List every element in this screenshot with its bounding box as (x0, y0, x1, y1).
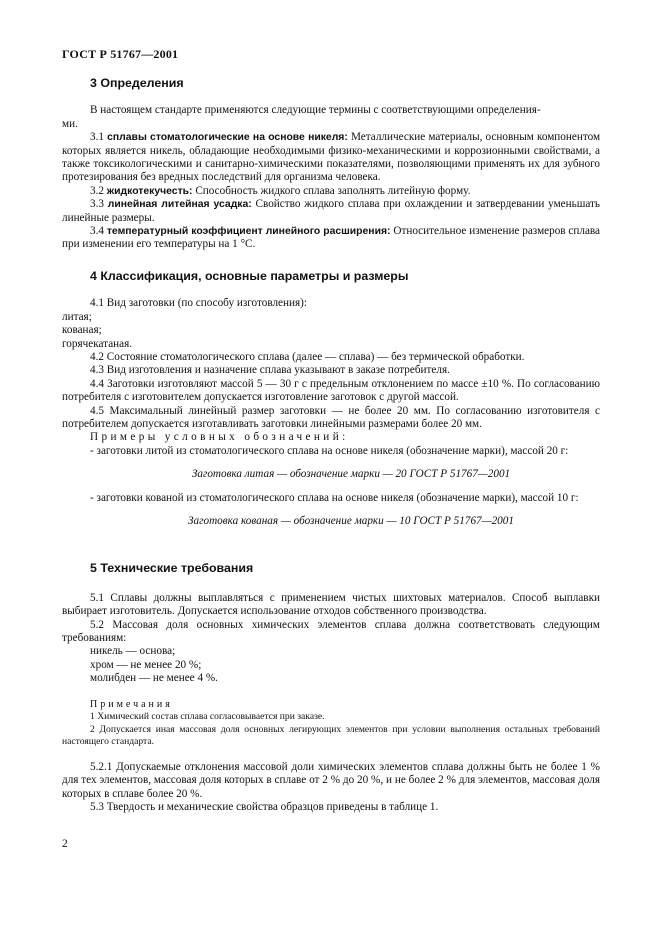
paragraph-4-5: 4.5 Максимальный линейный размер заготовки — не более 20 мм. По согласованию изготовителя с потребителем допускается изготавливать заготовки линейными размерами более 20 мм. (62, 404, 600, 430)
examples-title: Примеры условных обозначений: (90, 431, 349, 444)
definition-3-1: 3.1 сплавы стоматологические на основе никеля: Металлические материалы, основным компонентом которых является никель, обладающие необходимыми физико-механическими и коррозионными свойствами, а также токсикологическими и санитарно-химическими показателями, позволяющими применять их для зубного протезирования без вредных последствий для организма человека. (62, 131, 601, 184)
composition-nickel: никель — основа; (90, 645, 176, 658)
composition-chromium: хром — не менее 20 %; (90, 658, 202, 671)
composition-molybdenum: молибден — не менее 4 %. (90, 672, 218, 685)
term-fluidity: жидкотекучесть: (106, 185, 193, 197)
blank-type-hot-rolled: горячекатаная. (62, 337, 133, 350)
blank-type-cast: литая; (62, 310, 92, 323)
paragraph-5-2: 5.2 Массовая доля основных химических элементов сплава должна соответствовать следующим требованиям: (62, 618, 600, 644)
definition-3-3: 3.3 линейная литейная усадка: Свойство жидкого сплава при охлаждении и затвердевании уменьшать линейные размеры. (62, 198, 600, 224)
section-3-title: 3 Определения (90, 76, 184, 90)
note-2: 2 Допускается иная массовая доля основных легирующих элементов при условии выполнения остальных требований настоящего стандарта. (62, 723, 600, 748)
term-linear-shrinkage: линейная литейная усадка: (107, 199, 252, 211)
document-body (62, 60, 600, 814)
paragraph-4-3: 4.3 Вид изготовления и назначение сплава указывают в заказе потребителя. (90, 364, 450, 377)
note-1: 1 Химический состав сплава согласовывается при заказе. (90, 711, 325, 723)
section-3-intro: В настоящем стандарте применяются следующие термины с соответствующими определения- ми. (62, 104, 541, 130)
term-thermal-expansion: температурный коэффициент линейного расширения: (106, 226, 391, 238)
example-2-text: - заготовки кованой из стоматологического сплава на основе никеля (обозначение марки), массой 10 г: (90, 491, 579, 504)
example-2-designation: Заготовка кованая — обозначение марки — 10 ГОСТ Р 51767—2001 (188, 514, 514, 527)
section-4-title: 4 Классификация, основные параметры и размеры (90, 268, 409, 283)
document-header: ГОСТ Р 51767—2001 (62, 47, 179, 61)
paragraph-5-3: 5.3 Твердость и механические свойства образцов приведены в таблице 1. (90, 801, 439, 814)
section-5-title: 5 Технические требования (90, 561, 254, 576)
blank-type-forged: кованая; (62, 324, 102, 337)
page-number: 2 (62, 838, 68, 850)
notes-title: Примечания (90, 698, 173, 710)
term-nickel-alloys: сплавы стоматологические на основе никеля: (107, 132, 348, 144)
paragraph-4-1: 4.1 Вид заготовки (по способу изготовления): (90, 297, 307, 310)
paragraph-5-1: 5.1 Сплавы должны выплавляться с применением чистых шихтовых материалов. Способ выплавки выбирает изготовитель. Допускается использование отходов собственного производства. (62, 591, 600, 618)
paragraph-4-4: 4.4 Заготовки изготовляют массой 5 — 30 г с предельным отклонением по массе ±10 %. По согласованию потребителя с изготовителем допускается изготовление заготовок с другой массой. (62, 377, 600, 404)
paragraph-5-2-1: 5.2.1 Допускаемые отклонения массовой доли химических элементов сплава должны быть не более 1 % для тех элементов, массовая доля которых в сплаве от 2 % до 20 %, и не более 2 % для элементов, массовая доля которых в сплаве более 20 %. (62, 760, 600, 800)
definition-3-4: 3.4 температурный коэффициент линейного расширения: Относительное изменение размеров сплава при изменении его температуры на 1 °С. (62, 225, 601, 251)
example-1-text: - заготовки литой из стоматологического сплава на основе никеля (обозначение марки), массой 20 г: (90, 444, 569, 457)
paragraph-4-2: 4.2 Состояние стоматологического сплава (далее — сплава) — без термической обработки. (90, 350, 525, 363)
example-1-designation: Заготовка литая — обозначение марки — 20 ГОСТ Р 51767—2001 (191, 468, 511, 481)
definition-3-2: 3.2 жидкотекучесть: Способность жидкого сплава заполнять литейную форму. (90, 184, 471, 197)
